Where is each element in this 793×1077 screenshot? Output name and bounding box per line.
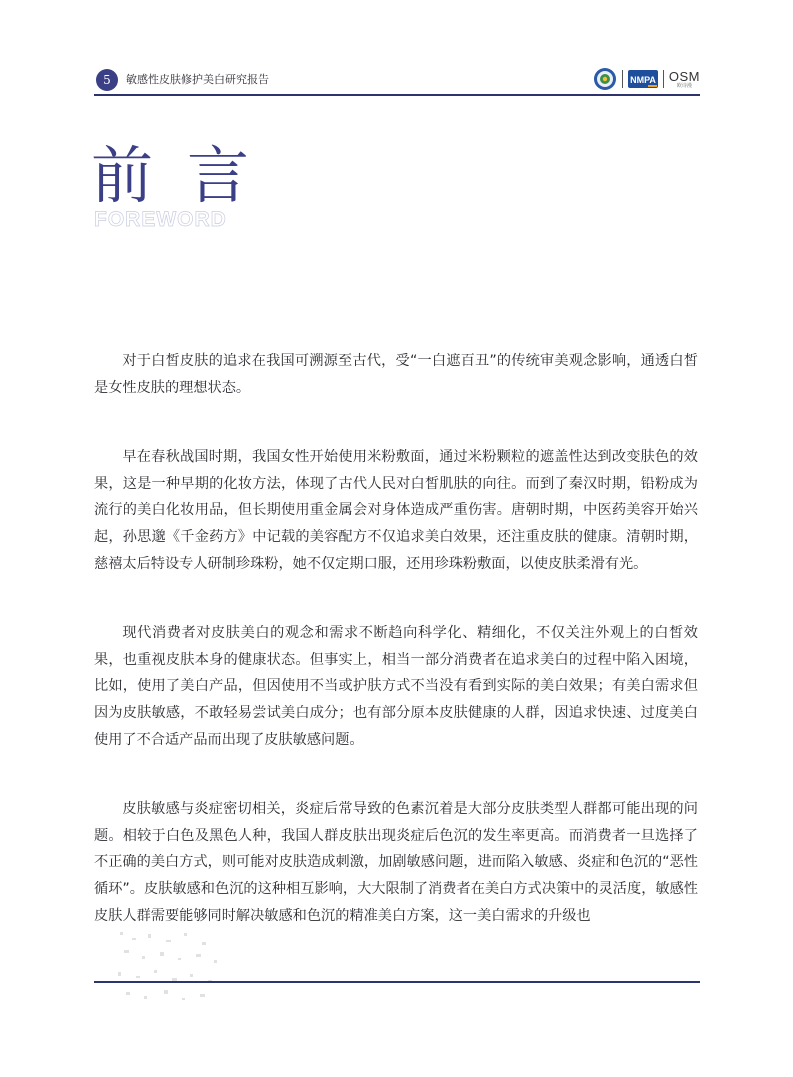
- page-header: [94, 66, 700, 94]
- paragraph: 早在春秋战国时期，我国女性开始使用米粉敷面，通过米粉颗粒的遮盖性达到改变肤色的效果，这是一种早期的化妆方法，体现了古代人民对白皙肌肤的向往。而到了秦汉时期，铅粉成为流行的美白化妆用品，但长期使用重金属会对身体造成严重伤害。唐朝时期，中医药美容开始兴起，孙思邈《千金药方》中记载的美容配方不仅追求美白效果，还注重皮肤的健康。清朝时期，慈禧太后特设专人研制珍珠粉，她不仅定期口服，还用珍珠粉敷面，以使皮肤柔滑有光。: [94, 449, 698, 572]
- osm-logo-mark: OSM: [668, 68, 700, 84]
- institution-seal-icon: [593, 67, 617, 91]
- svg-text:NMPA: NMPA: [629, 75, 656, 85]
- nmpa-logo-icon: [628, 68, 658, 90]
- foreword-body: [94, 348, 698, 972]
- osm-logo-subtitle: 欧诗漫: [676, 82, 692, 89]
- logo-divider: [622, 70, 623, 88]
- footer-divider: [94, 981, 700, 983]
- report-title: 敏感性皮肤修护美白研究报告: [126, 73, 269, 86]
- paragraph: 对于白皙皮肤的追求在我国可溯源至古代，受“一白遮百丑”的传统审美观念影响，通透白皙是女性皮肤的理想状态。: [94, 353, 698, 396]
- paragraph: 皮肤敏感与炎症密切相关，炎症后常导致的色素沉着是大部分皮肤类型人群都可能出现的问题。相较于白色及黑色人种，我国人群皮肤出现炎症后色沉的发生率更高。而消费者一旦选择了不正确的美白方式，则可能对皮肤造成刺激，加剧敏感问题，进而陷入敏感、炎症和色沉的“恶性循环”。皮肤敏感和色沉的这种相互影响，大大限制了消费者在美白方式决策中的灵活度，敏感性皮肤人群需要能够同时解决敏感和色沉的精准美白方案，这一美白需求的升级也: [94, 801, 698, 924]
- osm-logo: [669, 70, 700, 89]
- section-title-en: FOREWORD: [94, 208, 227, 231]
- paragraph: 现代消费者对皮肤美白的观念和需求不断趋向科学化、精细化，不仅关注外观上的白皙效果，也重视皮肤本身的健康状态。但事实上，相当一部分消费者在追求美白的过程中陷入困境，比如，使用了美白产品，但因使用不当或护肤方式不当没有看到实际的美白效果；有美白需求但因为皮肤敏感，不敢轻易尝试美白成分；也有部分原本皮肤健康的人群，因追求快速、过度美白使用了不合适产品而出现了皮肤敏感问题。: [94, 625, 698, 748]
- partner-logos: [593, 66, 700, 92]
- section-title-cn: 前言: [91, 139, 284, 212]
- page-number-badge: 5: [96, 69, 118, 91]
- logo-divider: [663, 70, 664, 88]
- faded-stamp-watermark: [114, 928, 226, 1008]
- header-divider: [94, 94, 700, 96]
